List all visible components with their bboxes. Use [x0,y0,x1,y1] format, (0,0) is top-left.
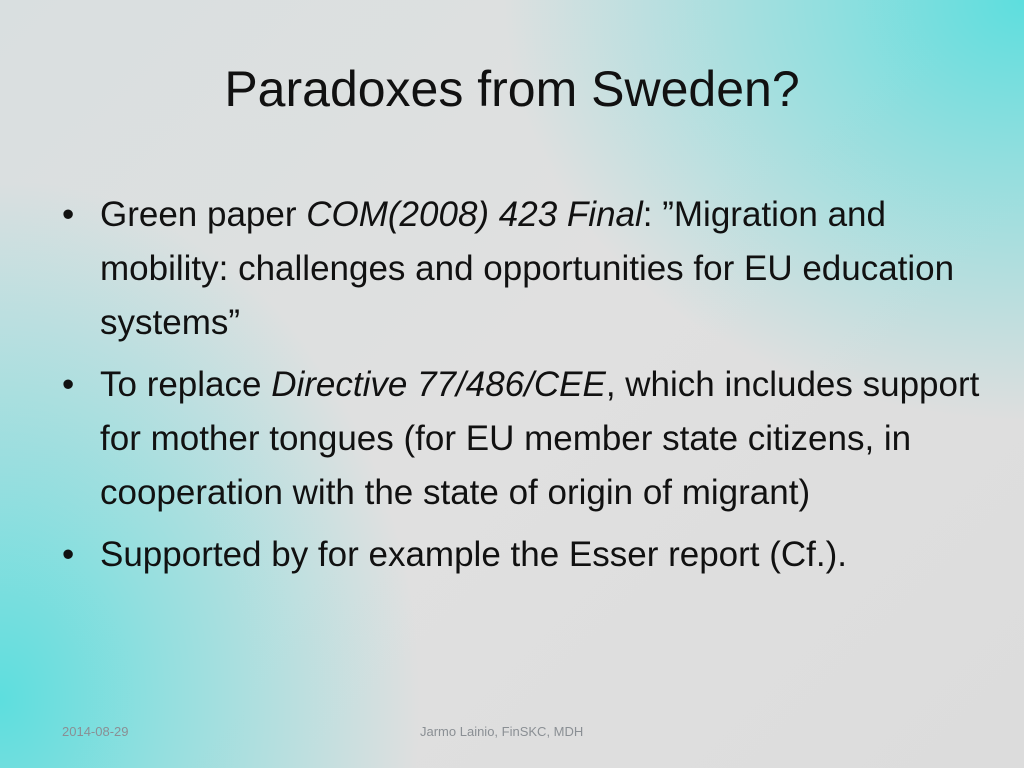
bullet-icon: • [62,195,75,234]
bullet-item [62,528,982,582]
bullet-text-pre: Green paper [100,195,307,234]
bullet-item [62,358,982,520]
bullet-text-emphasis: Directive 77/486/CEE [271,365,606,404]
bullet-icon: • [62,365,75,404]
bullet-text-pre: Supported by for example the Esser report (Cf.). [100,535,847,574]
footer-author: Jarmo Lainio, FinSKC, MDH [420,724,584,739]
bullet-text-emphasis: COM(2008) 423 Final [306,195,643,234]
bullet-item [62,188,982,350]
bullet-list [62,188,982,590]
footer-date: 2014-08-29 [62,724,129,739]
bullet-text-post: : ”Migration and mobility: challenges and opportunities for EU education systems” [100,195,955,342]
bullet-icon: • [62,535,75,574]
bullet-text [100,195,954,342]
bullet-text [100,365,979,512]
bullet-text-post: , which includes support for mother tongues (for EU member state citizens, in cooperation with the state of origin of migrant) [100,365,980,512]
bullet-text [100,535,847,574]
slide-title: Paradoxes from Sweden? [224,61,800,117]
bullet-text-pre: To replace [100,365,272,404]
